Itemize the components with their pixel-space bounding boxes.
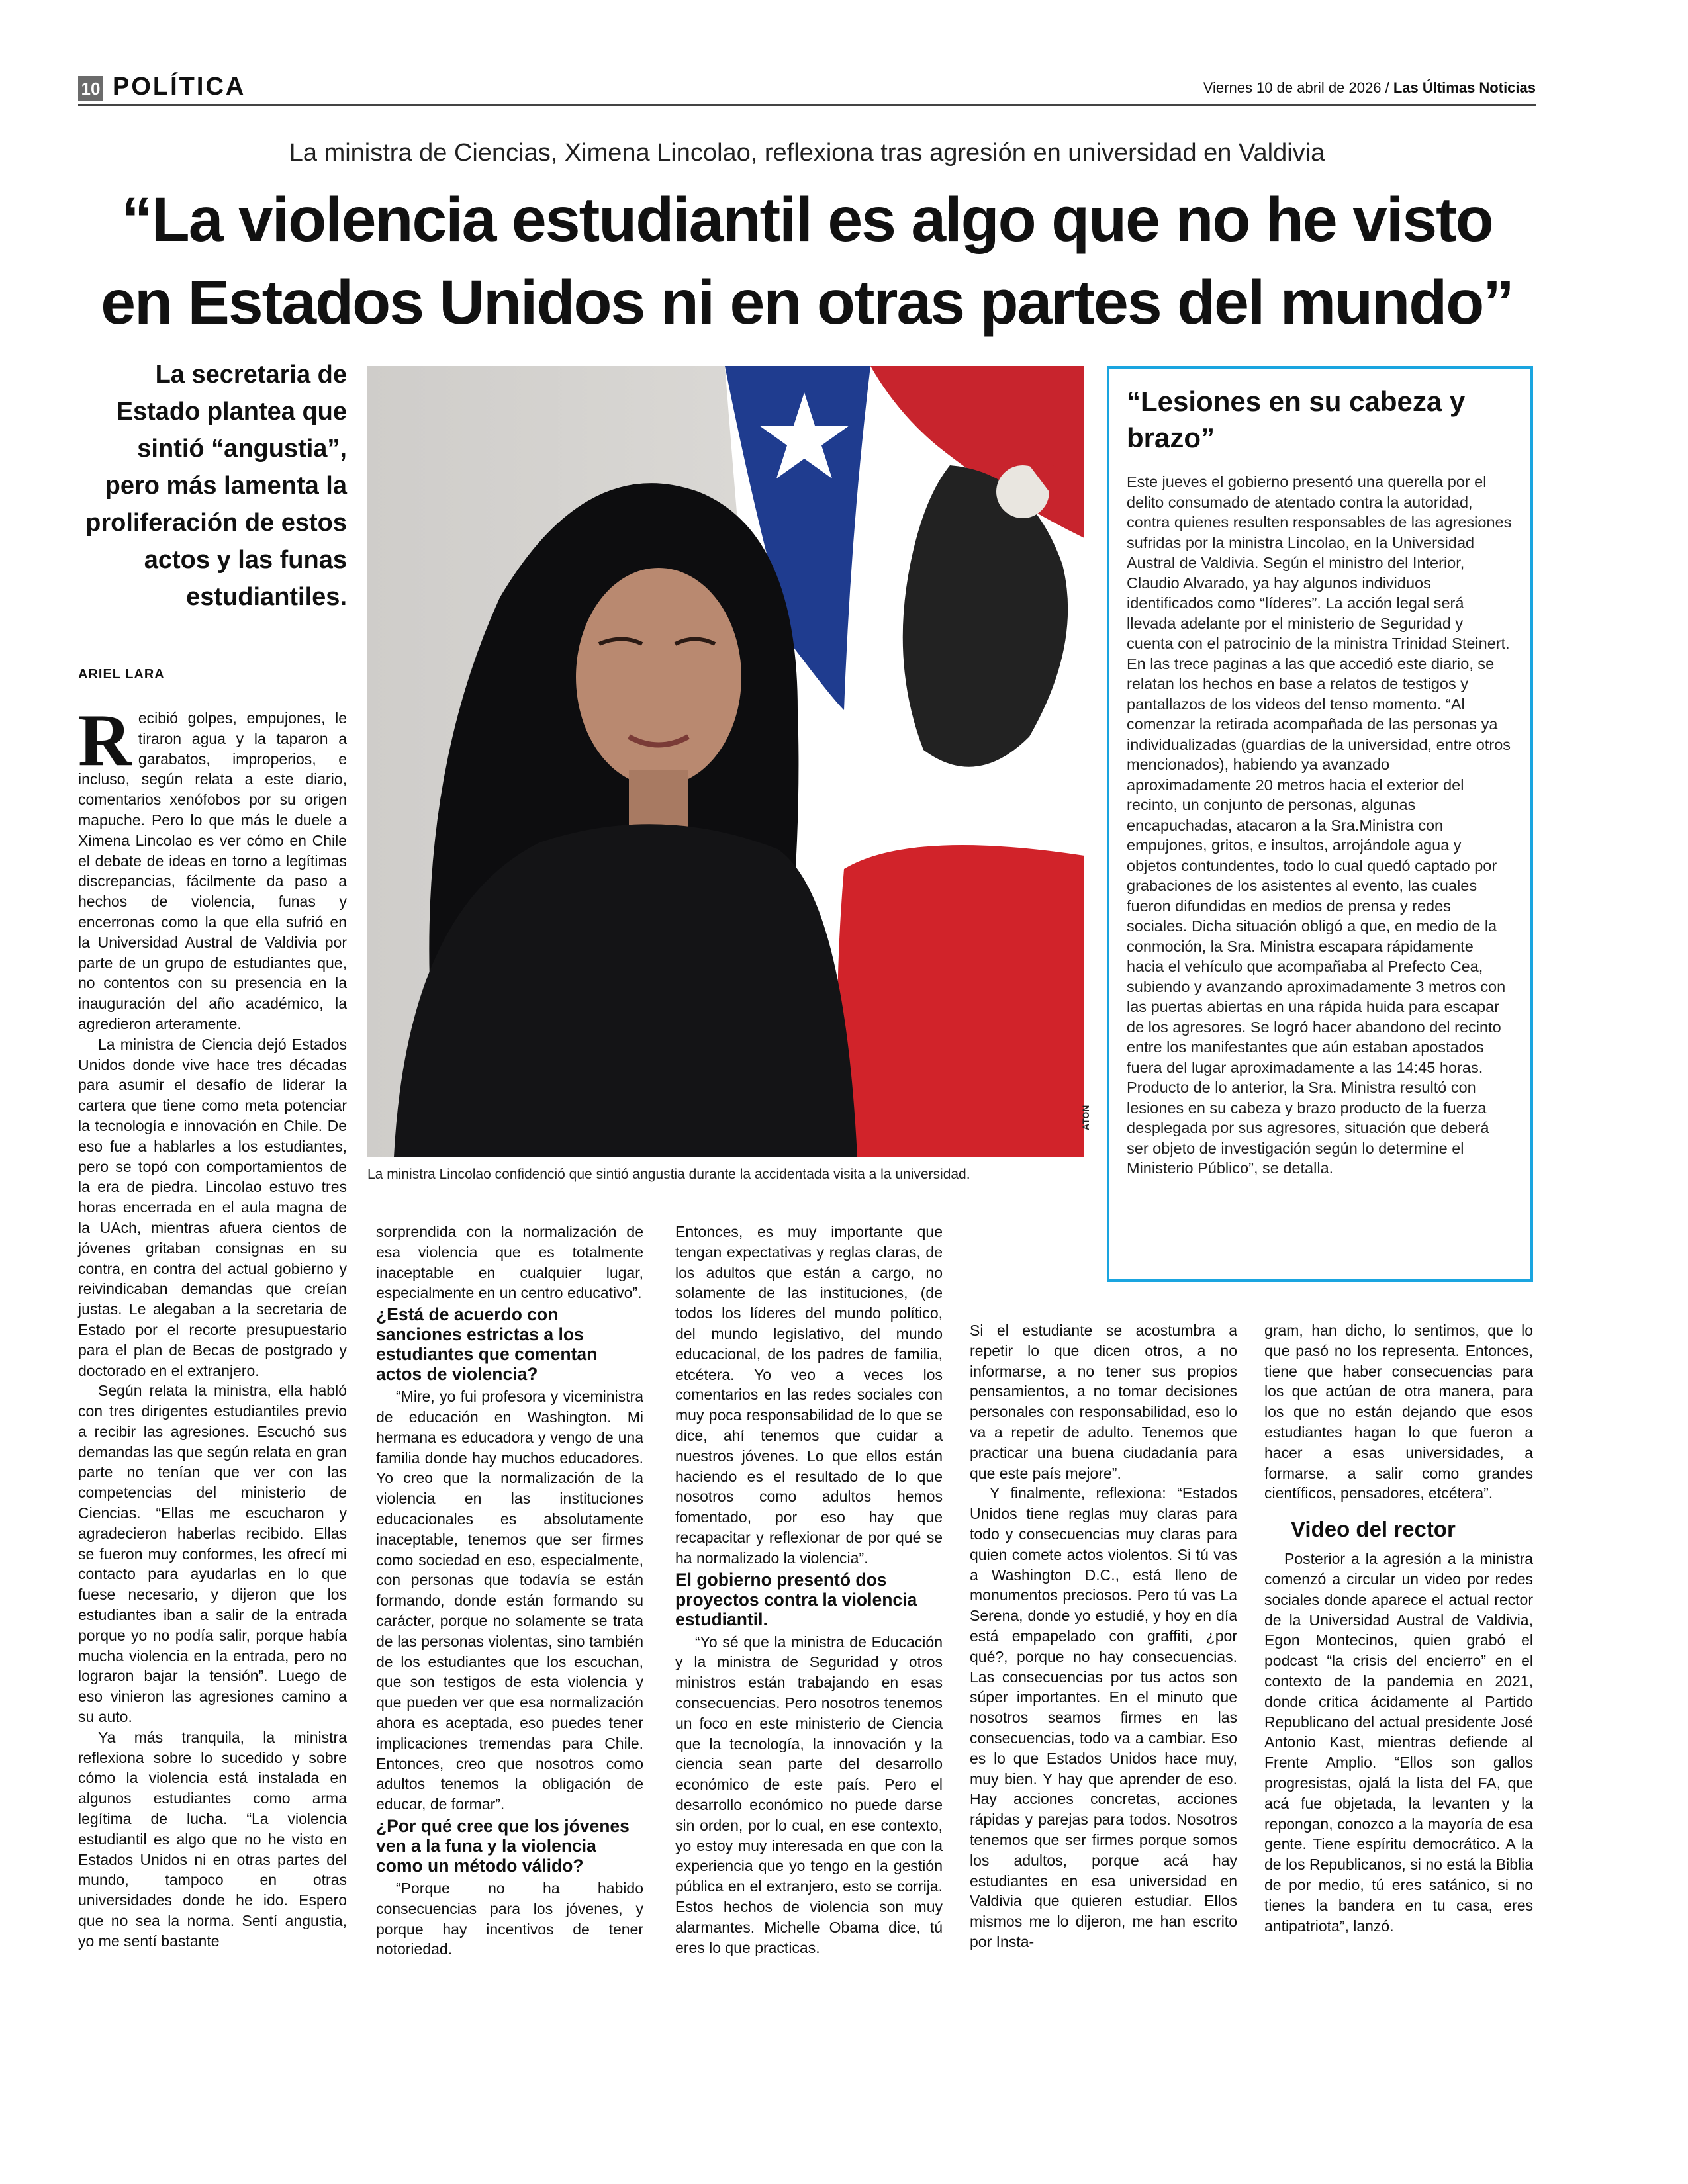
- article-paragraph: La ministra de Ciencia dejó Estados Unidos donde vive hace tres décadas para asumir el desafío de liderar la cartera que tiene como meta potenciar la tecnología e innovación en Chile. De eso fue a hablarles a los estudiantes, pero se topó con comportamientos de la era de piedra. Lincolao estuvo tres horas encerrada en el aula magna de la UAch, mientras afuera cientos de jóvenes gritaban consignas en su contra, en contra del actual gobierno y reivindicaban demandas que creían justas. Le alegaban a la secretaria de Estado por el recorte presupuestario para el plan de Becas de postgrado y doctorado en el extranjero.: [78, 1035, 347, 1379]
- interview-question: ¿Está de acuerdo con sanciones estrictas a los estudiantes que comentan actos de violencia?: [376, 1304, 598, 1385]
- article-paragraph: Si el estudiante se acostumbra a repetir lo que dicen otros, a no informarse, a no tener sus propios pensamientos, a no tomar decisiones personales con responsabilidad, eso lo va a repetir de adulto. Tenemos que practicar una buena ciudadanía para que este país mejore”.: [970, 1322, 1237, 1482]
- article-paragraph: “Porque no ha habido consecuencias para los jóvenes, y porque hay incentivos de tener notoriedad.: [376, 1879, 643, 1958]
- dateline-separator: /: [1385, 79, 1389, 96]
- article-paragraph: “Yo sé que la ministra de Educación y la ministra de Seguridad y otros ministros están trabajando en esas consecuencias. Pero nosotros tenemos un foco en este ministerio de Ciencia que la tecnología, la innovación y la ciencia sean parte del desarrollo económico de este país. Pero el desarrollo económico no puede darse sin orden, por lo cual, en ese contexto, yo estoy muy interesada en que con la experiencia que yo tengo en la gestión pública en el extranjero, esto se corrija. Estos hechos de violencia son muy alarmantes. Michelle Obama dice, tú eres lo que practicas.: [675, 1633, 943, 1956]
- sidebar-title: “Lesiones en su cabeza y brazo”: [1127, 386, 1466, 453]
- article-column-1: [78, 700, 347, 1952]
- article-column-3: [675, 1222, 943, 1958]
- interview-question: El gobierno presentó dos proyectos contra la violencia estudiantil.: [675, 1569, 917, 1629]
- sidebar-body: Este jueves el gobierno presentó una querella por el delito consumado de atentado contra la autoridad, contra quienes resulten responsables de las agresiones sufridas por la ministra Lincolao, en la Universidad Austral de Valdivia. Según el ministro del Interior, Claudio Alvarado, ya hay algunos individuos identificados como “líderes”. La acción legal será llevada adelante por el ministerio de Seguridad y cuenta con el patrocinio de la ministra Trinidad Steinert. En las trece paginas a las que accedió este diario, se relatan los hechos en base a relatos de testigos y pantallazos de los videos del tenso momento. “Al comenzar la retirada acompañada de las personas ya individualizadas (guardias de la universidad, entre otros mencionados), habiendo ya avanzado aproximadamente 20 metros hacia el exterior del recinto, un conjunto de personas, algunas encapuchadas, atacaron a la Sra.Ministra con empujones, gritos, e insultos, arrojándole agua y objetos contundentes, todo lo cual quedó captado por grabaciones de los asistentes al evento, las cuales fueron difundidas en medios de prensa y redes sociales. Dicha situación obligó a que, en medio de la conmoción, la Sra. Ministra escapara rápidamente hacia el vehículo que acompañaba al Prefecto Cea, subiendo y avanzando aproximadamente 3 metros con las puertas abiertas en una rápida huida para escapar de los agresores. Se logró hacer abandono del recinto entre los manifestantes que aún estaban apostados fuera del lugar aproximadamente a las 14:45 horas. Producto de lo anterior, la Sra. Ministra resultó con lesiones en su cabeza y brazo producto de la fuerza desplegada por sus agresores, situación que deberá ser objeto de investigación según lo determine el Ministerio Público”, se detalla.: [1127, 473, 1512, 1177]
- article-paragraph: Ya más tranquila, la ministra reflexiona sobre lo sucedido y sobre cómo la violencia está instalada en algunos estudiantes como arma legítima de lucha. “La violencia estudiantil es algo que no he visto en Estados Unidos ni en otras partes del mundo, tampoco en otras universidades donde he ido. Espero que no sea la norma. Sentí angustia, yo me sentí bastante: [78, 1728, 347, 1950]
- byline: ARIEL LARA: [78, 667, 165, 682]
- photo-illustration: [367, 366, 1084, 1157]
- publication-name: Las Últimas Noticias: [1393, 79, 1536, 96]
- minister-photo: [367, 366, 1084, 1157]
- drop-cap: R: [78, 700, 132, 782]
- headline-line-1: “La violencia estudiantil es algo que no he visto: [121, 185, 1493, 255]
- article-paragraph: Según relata la ministra, ella habló con tres dirigentes estudiantiles previo a recibir las agresiones. Escuchó sus demandas las que según relata en gran parte no tenían que ver con las competencias del ministerio de Ciencias. “Ellas me escucharon y agradecieron haberlas recibido. Ellas se fueron muy conformes, les ofrecí mi contacto para ayudarlas en lo que fuese necesario, y dijeron que los estudiantes iban a salir de la entrada porque yo no podía salir, porque había mucha violencia en la entrada, pero no lograron bajar la tensión”. Luego de eso vinieron las agresiones camino a su auto.: [78, 1382, 347, 1726]
- subhead: Video del rector: [1291, 1517, 1456, 1542]
- headline-line-2: en Estados Unidos ni en otras partes del mundo”: [101, 267, 1513, 338]
- section-title: POLÍTICA: [113, 73, 246, 101]
- interview-question: ¿Por qué cree que los jóvenes ven a la funa y la violencia como un método válido?: [376, 1815, 630, 1876]
- kicker: La ministra de Ciencias, Ximena Lincolao, reflexiona tras agresión en universidad en Valdivia: [289, 139, 1325, 167]
- issue-date: Viernes 10 de abril de 2026: [1203, 79, 1382, 96]
- article-column-2: [376, 1222, 643, 1960]
- article-column-5: [1264, 1320, 1533, 1936]
- header-rule: [78, 104, 1536, 106]
- sidebar-box: [1107, 366, 1533, 1282]
- article-paragraph: gram, han dicho, lo sentimos, que lo que pasó no los representa. Entonces, tiene que haber consecuencias para los que actúan de otra manera, para los que no están dejando que esos estudiantes hagan lo que fueron a hacer a esas universidades, a formarse, a salir como grandes científicos, pensadores, etcétera”.: [1264, 1322, 1533, 1502]
- photo-credit: ATON: [1080, 1105, 1091, 1130]
- article-paragraph: Posterior a la agresión a la ministra comenzó a circular un video por redes sociales donde aparece el actual rector de la Universidad Austral de Valdivia, Egon Montecinos, quien grabó el podcast “la crisis del encierro” en el contexto de la pandemia en 2021, donde critica ácidamente al Partido Republicano del actual presidente José Antonio Kast, mientras defiende al Frente Amplio. “Ellos son gallos progresistas, ojalá la lista del FA, que acá fue objetada, la levanten y la repongan, conozco a la mayoría de esa gente. Tiene espíritu democrático. A la de los Republicanos, si no está la Biblia de por medio, tú eres satánico, si no tienes la bandera en tu casa, eres antipatriota”, lanzó.: [1264, 1550, 1533, 1934]
- article-column-4: [970, 1320, 1237, 1952]
- article-paragraph: Y finalmente, reflexiona: “Estados Unidos tiene reglas muy claras para todo y consecuencias muy claras para quien comete actos violentos. Si tú vas a Washington D.C., está lleno de monumentos preciosos. Pero tú vas La Serena, donde yo estudié, y hoy en día está empapelado con graffiti, ¿por qué?, porque no hay consecuencias. Las consecuencias por tus actos son súper importantes. En el minuto que nosotros seamos firmes en las consecuencias, todo va a cambiar. Eso es lo que Estados Unidos hace muy, muy bien. Y hay que aprender de eso. Hay acciones concretas, acciones rápidas y parejas para todos. Nosotros tenemos que ser firmes porque somos los adultos, porque acá hay estudiantes en esa universidad en Valdivia que quieren estudiar. Ellos mismos me lo dijeron, me han escrito por Insta-: [970, 1484, 1237, 1950]
- article-paragraph: “Mire, yo fui profesora y viceministra de educación en Washington. Mi hermana es educadora y vengo de una familia donde hay muchos educadores. Yo creo que la normalización de la violencia en las instituciones educacionales es absolutamente inaceptable, tenemos que ser firmes como sociedad en eso, especialmente, con personas que todavía se están formando, donde están formando su carácter, porque no solamente se trata de las personas violentas, sino también de los estudiantes que los escuchan, que son testigos de esta violencia y que pueden ver que esa normalización ahora es aceptada, eso puedes tener implicaciones tremendas para Chile. Entonces, creo que nosotros como adultos tenemos la obligación de educar, de formar”.: [376, 1388, 643, 1813]
- deck: La secretaria de Estado plantea que sintió “angustia”, pero más lamenta la proliferación de estos actos y las funas estudiantiles.: [85, 361, 347, 611]
- article-paragraph: sorprendida con la normalización de esa violencia que es totalmente inaceptable en cualquier lugar, especialmente en un centro educativo”.: [376, 1223, 643, 1302]
- photo-caption: La ministra Lincolao confidenció que sintió angustia durante la accidentada visita a la universidad.: [367, 1167, 970, 1182]
- page-number: 10: [78, 76, 103, 101]
- dateline: [1203, 79, 1536, 97]
- article-paragraph: Recibió golpes, empujones, le tiraron agua y la taparon a garabatos, improperios, e incluso, según relata a este diario, comentarios xenófobos por su origen mapuche. Pero lo que más le duele a Ximena Lincolao es ver cómo en Chile el debate de ideas en torno a legítimas discrepancias, fácilmente da paso a hechos de violencia, funas y encerronas como la que ella sufrió en la Universidad Austral de Valdivia por parte de un grupo de estudiantes que, no contentos con su presencia en la inauguración del año académico, la agredieron arteramente.: [78, 700, 347, 1032]
- article-paragraph: Entonces, es muy importante que tengan expectativas y reglas claras, de los adultos que están a cargo, no solamente de las instituciones, (de todos los líderes del mundo político, del mundo legislativo, del mundo educacional, de los padres de familia, etcétera. Yo veo a veces los comentarios en las redes sociales con muy poca responsabilidad de lo que se dice, ahí tenemos que cuidar a nuestros jóvenes. Lo que ellos están haciendo es el resultado de lo que nosotros como adultos hemos fomentado, por eso hay que recapacitar y reflexionar de por qué se ha normalizado la violencia”.: [675, 1223, 943, 1567]
